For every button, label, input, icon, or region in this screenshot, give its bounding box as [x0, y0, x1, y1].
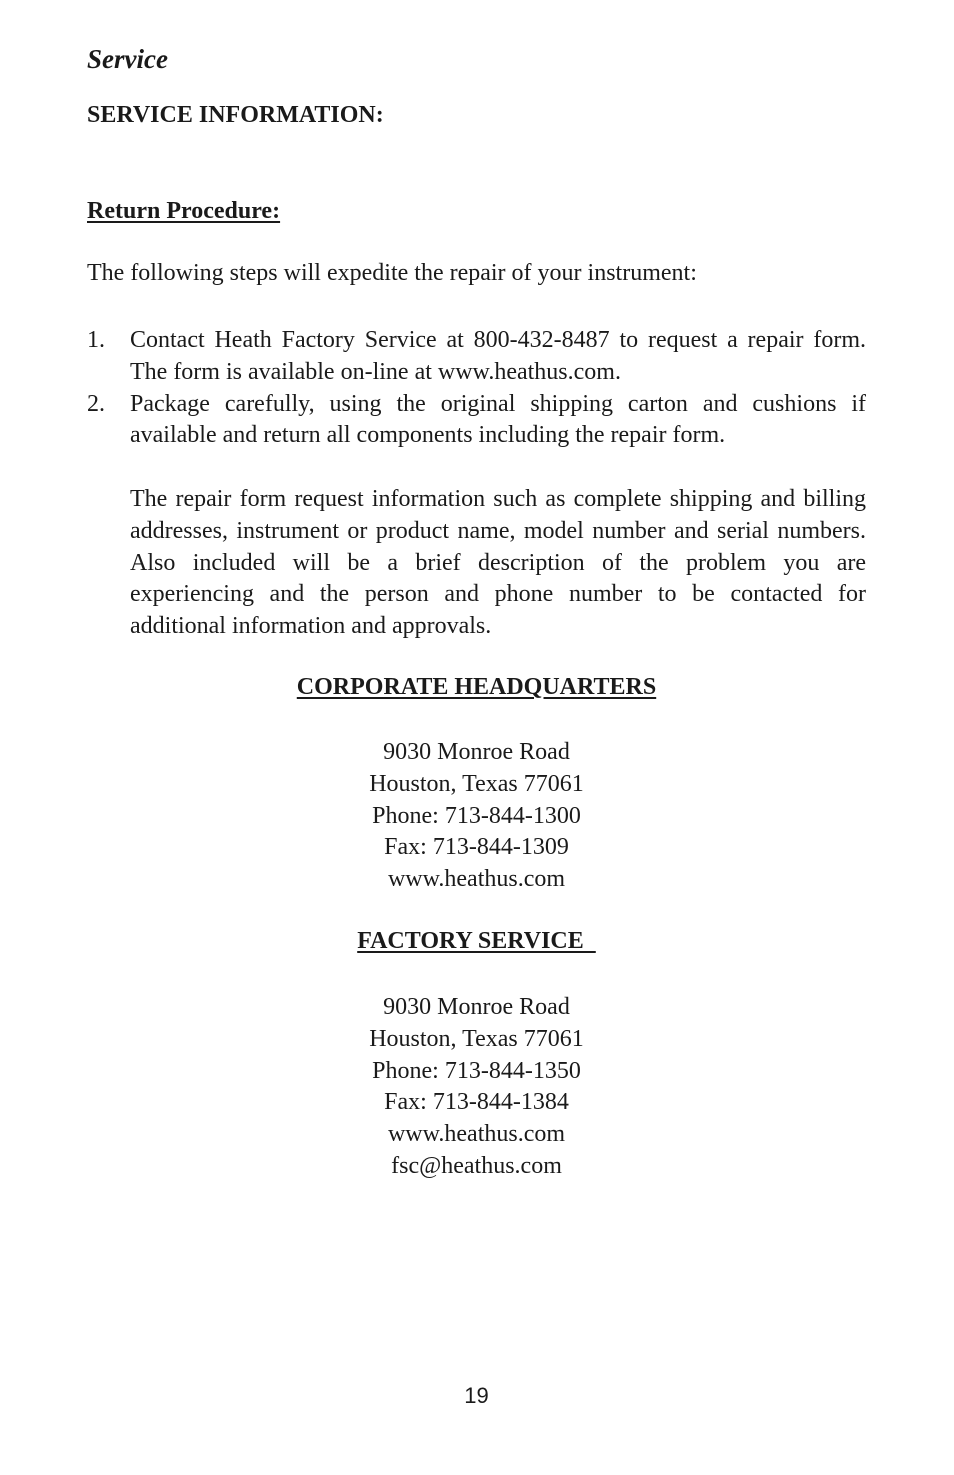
fs-street: 9030 Monroe Road [383, 994, 570, 1020]
factory-service-heading [87, 928, 866, 955]
hq-website: www.heathus.com [387, 866, 566, 893]
return-steps-list [87, 325, 866, 452]
repair-form-note: The repair form request information such as complete shipping and billing addresses, instrument or product name, model number and serial numbers. Also included will be a brief description of the problem you are experiencing and the person and phone number to be contacted for additional information and approvals. [130, 486, 866, 640]
corporate-headquarters-address [87, 737, 866, 896]
return-procedure-heading: Return Procedure: [87, 198, 281, 224]
factory-service-heading-text: FACTORY SERVICE [357, 928, 596, 954]
step-text: Package carefully, using the original shipping carton and cushions if available and return all components including the repair form. [130, 390, 866, 449]
corporate-headquarters-heading-text: CORPORATE HEADQUARTERS [296, 674, 657, 700]
hq-phone: Phone: 713-844-1300 [372, 802, 581, 829]
fs-city: Houston, Texas 77061 [369, 1025, 584, 1052]
step-text: Contact Heath Factory Service at 800-432-8487 to request a repair form. The form is available on-line at www.heathus.com. [130, 327, 866, 385]
fs-fax: Fax: 713-844-1384 [384, 1089, 569, 1116]
page-title: SERVICE INFORMATION: [87, 102, 384, 128]
factory-service-address [87, 992, 866, 1183]
hq-fax: Fax: 713-844-1309 [384, 834, 569, 861]
step-number: 2. [87, 390, 105, 417]
fs-website: www.heathus.com [387, 1121, 566, 1148]
step-number: 1. [87, 327, 105, 353]
fs-phone: Phone: 713-844-1350 [372, 1057, 581, 1084]
return-procedure-intro: The following steps will expedite the repair of your instrument: [87, 260, 697, 286]
hq-street: 9030 Monroe Road [383, 739, 570, 765]
fs-email: fsc@heathus.com [391, 1152, 562, 1179]
hq-city: Houston, Texas 77061 [369, 770, 584, 797]
return-step-1 [87, 325, 866, 389]
document-page [87, 0, 866, 1475]
section-tag: Service [87, 44, 168, 74]
return-step-2 [87, 389, 866, 453]
corporate-headquarters-heading [87, 674, 866, 701]
page-number: 19 [464, 1383, 489, 1408]
